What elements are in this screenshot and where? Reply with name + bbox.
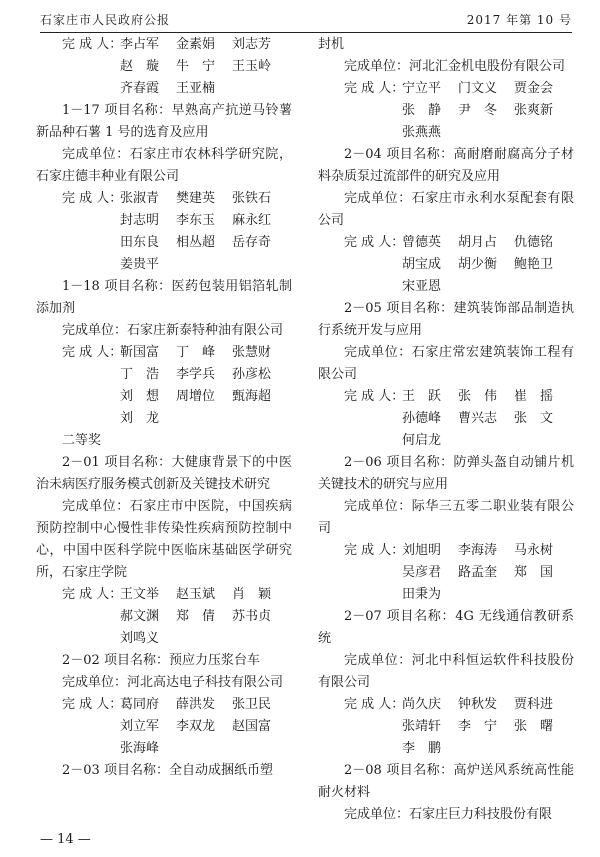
contributor-name: 丁 浩 <box>120 367 160 382</box>
contributor-name: 王亚楠 <box>176 81 216 96</box>
continued-text: 封机 <box>318 37 345 52</box>
contributor-names <box>402 540 574 606</box>
contributor-name: 李双龙 <box>176 719 216 734</box>
contributor-name: 张 伟 <box>458 389 498 404</box>
contributors-label: 完 成 人： <box>344 81 405 96</box>
contributor-name: 路孟奎 <box>458 565 498 580</box>
paragraph: 2－08 项目名称：高炉送风系统高性能耐火材料 <box>318 763 574 800</box>
contributor-name: 李东玉 <box>176 213 216 228</box>
contributor-name: 张铁石 <box>232 191 272 206</box>
contributor-name: 靳国富 <box>120 345 160 360</box>
contributor-name: 王玉岭 <box>232 59 272 74</box>
contributor-name: 张 文 <box>514 411 554 426</box>
contributor-name: 刘旭明 <box>402 543 442 558</box>
contributor-name: 刘志芳 <box>232 37 272 52</box>
contributor-name: 李海涛 <box>458 543 498 558</box>
paragraph: 完成单位：石家庄巨力科技股份有限 <box>344 807 553 822</box>
contributor-name: 葛同府 <box>120 697 160 712</box>
contributors-label: 完 成 人： <box>344 543 405 558</box>
paragraph: 2－07 项目名称：4G 无线通信教研系统 <box>318 609 574 646</box>
contributor-names <box>120 188 292 276</box>
contributor-name: 宁立平 <box>402 81 442 96</box>
paragraph: 1－18 项目名称：医药包装用铝箔轧制添加剂 <box>36 279 292 316</box>
contributor-name: 赵国富 <box>232 719 272 734</box>
contributor-names <box>120 694 292 760</box>
contributor-name: 李 宁 <box>458 719 498 734</box>
contributor-name: 门文义 <box>458 81 498 96</box>
contributor-name: 孙彦松 <box>232 367 272 382</box>
paragraph: 2－04 项目名称：高耐磨耐腐高分子材料杂质泵过流部件的研究及应用 <box>318 147 574 184</box>
paragraph: 完成单位：河北中科恒运软件科技股份有限公司 <box>318 653 574 690</box>
contributors-block <box>318 386 574 452</box>
contributor-name: 鲍艳卫 <box>514 257 554 272</box>
contributors-block <box>36 694 292 760</box>
contributor-name: 张燕燕 <box>402 125 442 140</box>
contributor-names <box>120 584 292 650</box>
contributor-names <box>402 78 574 144</box>
paragraph: 完成单位：石家庄新泰特种油有限公司 <box>62 323 284 338</box>
contributor-name: 胡月占 <box>458 235 498 250</box>
contributor-name: 吴彦君 <box>402 565 442 580</box>
contributor-name: 薛洪发 <box>176 697 216 712</box>
contributor-name: 金素娟 <box>176 37 216 52</box>
contributor-name: 赵 璇 <box>120 59 160 74</box>
contributor-name: 李 鹏 <box>402 741 442 756</box>
paragraph: 完成单位：石家庄常宏建筑装饰工程有限公司 <box>318 345 574 382</box>
contributor-name: 麻永红 <box>232 213 272 228</box>
contributor-name: 刘 龙 <box>120 411 160 426</box>
contributor-names <box>402 232 574 298</box>
contributor-name: 刘鸣义 <box>120 631 160 646</box>
left-column <box>36 34 292 782</box>
contributor-name: 田东良 <box>120 235 160 250</box>
contributor-name: 马永树 <box>514 543 554 558</box>
contributor-name: 胡宝成 <box>402 257 442 272</box>
contributor-names <box>402 386 574 452</box>
contributors-label: 完 成 人： <box>344 389 405 404</box>
contributor-name: 田秉为 <box>402 587 442 602</box>
contributor-name: 甄海超 <box>232 389 272 404</box>
paragraph: 完成单位：石家庄市中医院，中国疾病预防控制中心慢性非传染性疾病预防控制中心，中国中医科学院中医临床基础医学研究所，石家庄学院 <box>36 499 292 580</box>
contributor-name: 孙德峰 <box>402 411 442 426</box>
paragraph: 完成单位：石家庄市永利水泵配套有限公司 <box>318 191 574 228</box>
paragraph: 2－05 项目名称：建筑装饰部品制造执行系统开发与应用 <box>318 301 574 338</box>
paragraph: 2－01 项目名称：大健康背景下的中医治未病医疗服务模式创新及关键技术研究 <box>36 455 292 492</box>
contributor-name: 尹 冬 <box>458 103 498 118</box>
contributors-block <box>318 694 574 760</box>
contributor-name: 何启龙 <box>402 433 442 448</box>
page-header <box>40 6 572 33</box>
contributor-name: 樊建英 <box>176 191 216 206</box>
contributors-label: 完 成 人： <box>62 345 123 360</box>
contributors-block <box>36 342 292 430</box>
contributor-name: 张海峰 <box>120 741 160 756</box>
contributor-name: 宋亚恩 <box>402 279 442 294</box>
contributors-block <box>36 188 292 276</box>
contributor-name: 刘 想 <box>120 389 160 404</box>
contributor-name: 崔 摇 <box>514 389 554 404</box>
contributor-name: 苏书贞 <box>232 609 272 624</box>
contributor-name: 肖 颖 <box>232 587 272 602</box>
contributors-label: 完 成 人： <box>62 697 123 712</box>
contributor-name: 仇德铭 <box>514 235 554 250</box>
contributor-name: 张靖轩 <box>402 719 442 734</box>
paragraph: 完成单位：际华三五零二职业装有限公司 <box>318 499 574 536</box>
paragraph: 2－02 项目名称：预应力压浆台车 <box>62 653 260 668</box>
contributor-name: 张卫民 <box>232 697 272 712</box>
right-column <box>318 34 574 826</box>
contributor-name: 齐春霞 <box>120 81 160 96</box>
contributors-label: 完 成 人： <box>344 697 405 712</box>
contributor-name: 贾科进 <box>514 697 554 712</box>
contributors-block <box>36 34 292 100</box>
contributor-name: 岳存奇 <box>232 235 272 250</box>
contributors-label: 完 成 人： <box>344 235 405 250</box>
contributor-name: 张淑青 <box>120 191 160 206</box>
contributor-name: 张爽新 <box>514 103 554 118</box>
contributors-block <box>318 78 574 144</box>
contributor-name: 王文举 <box>120 587 160 602</box>
contributor-name: 周增位 <box>176 389 216 404</box>
contributor-name: 钟秋发 <box>458 697 498 712</box>
publication-title: 石家庄市人民政府公报 <box>40 12 171 27</box>
contributor-name: 刘立军 <box>120 719 160 734</box>
contributor-name: 封志明 <box>120 213 160 228</box>
contributors-label: 完 成 人： <box>62 37 123 52</box>
contributor-names <box>402 694 574 760</box>
contributors-block <box>36 584 292 650</box>
paragraph: 2－03 项目名称：全自动成捆纸币塑 <box>62 763 273 778</box>
contributors-label: 完 成 人： <box>62 587 123 602</box>
paragraph: 完成单位：河北高达电子科技有限公司 <box>62 675 284 690</box>
contributor-name: 郝文渊 <box>120 609 160 624</box>
paragraph: 完成单位：石家庄市农林科学研究院，石家庄德丰种业有限公司 <box>36 147 292 184</box>
contributor-name: 郑 倩 <box>176 609 216 624</box>
contributor-name: 赵玉斌 <box>176 587 216 602</box>
contributor-name: 李学兵 <box>176 367 216 382</box>
contributor-names <box>120 34 292 100</box>
page-number: — 14 — <box>40 832 91 847</box>
paragraph: 2－06 项目名称：防弹头盔自动铺片机关键技术的研究与应用 <box>318 455 574 492</box>
contributors-label: 完 成 人： <box>62 191 123 206</box>
paragraph: 完成单位：河北汇金机电股份有限公司 <box>344 59 566 74</box>
contributor-name: 王 跃 <box>402 389 442 404</box>
contributor-name: 贾金会 <box>514 81 554 96</box>
contributor-name: 尚久庆 <box>402 697 442 712</box>
contributors-block <box>318 232 574 298</box>
issue-number: 2017 年第 10 号 <box>466 12 572 27</box>
contributor-name: 李占军 <box>120 37 160 52</box>
paragraph: 二等奖 <box>62 433 102 448</box>
contributor-name: 张慧财 <box>232 345 272 360</box>
contributors-block <box>318 540 574 606</box>
contributor-names <box>120 342 292 430</box>
contributor-name: 张 静 <box>402 103 442 118</box>
contributor-name: 牛 宁 <box>176 59 216 74</box>
contributor-name: 姜贵平 <box>120 257 160 272</box>
contributor-name: 曹兴志 <box>458 411 498 426</box>
contributor-name: 曾德英 <box>402 235 442 250</box>
paragraph: 1－17 项目名称：早熟高产抗逆马铃薯新品种石薯 1 号的选育及应用 <box>36 103 292 140</box>
contributor-name: 丁 峰 <box>176 345 216 360</box>
contributor-name: 相丛超 <box>176 235 216 250</box>
contributor-name: 郑 国 <box>514 565 554 580</box>
contributor-name: 胡少衡 <box>458 257 498 272</box>
contributor-name: 张 曙 <box>514 719 554 734</box>
